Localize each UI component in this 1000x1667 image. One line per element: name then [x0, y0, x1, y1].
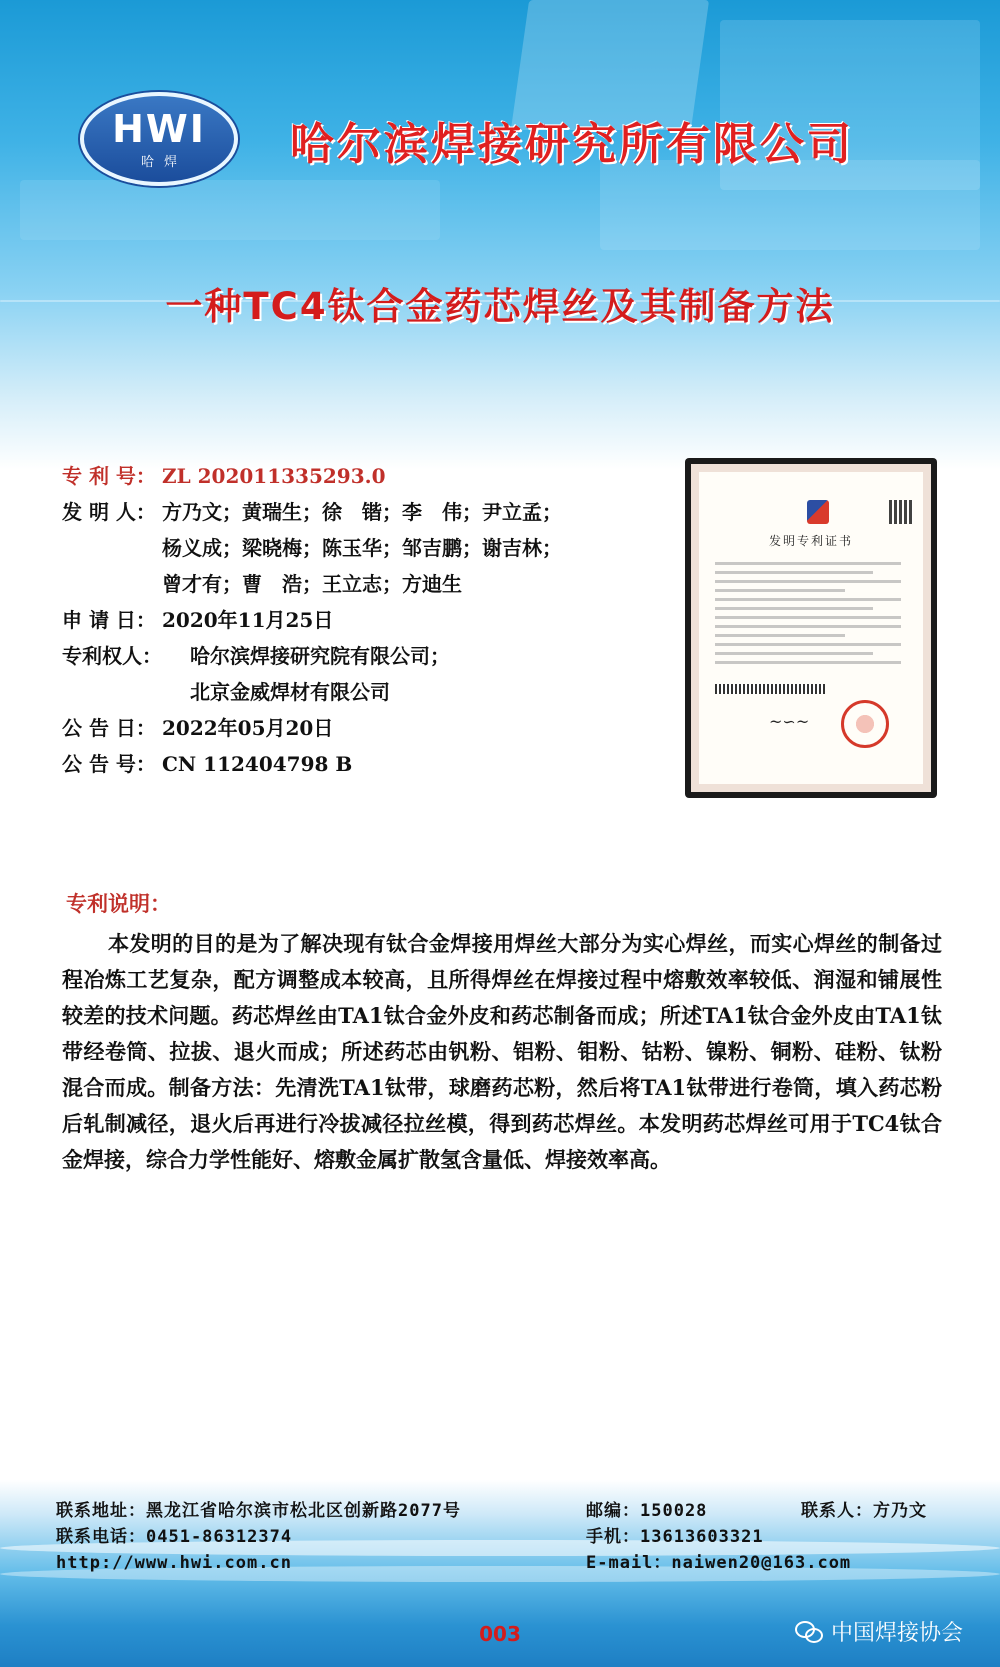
patent-info [62, 458, 662, 782]
announce-no-value: CN 112404798 B [162, 752, 353, 776]
address: 联系地址：黑龙江省哈尔滨市松北区创新路2077号 [56, 1501, 461, 1521]
inventor-row [62, 494, 662, 530]
text-line [715, 571, 873, 574]
contact-info [56, 1498, 956, 1576]
patent-office-emblem-icon [807, 500, 829, 524]
inventor-line-3: 曾才有；曹 浩；王立志；方迪生 [162, 572, 462, 596]
logo-mark: HWI [112, 106, 206, 151]
patentee-line-2: 北京金威焊材有限公司 [190, 680, 390, 704]
text-line [715, 562, 901, 565]
apply-date-label: 申 请 日： [62, 608, 156, 632]
official-seal-icon [841, 700, 889, 748]
text-line [715, 580, 901, 583]
patentee-row [62, 638, 662, 674]
announce-date-value: 2022年05月20日 [162, 716, 334, 740]
signature-icon: ~∽~ [769, 712, 810, 731]
contact-row-1 [56, 1498, 956, 1524]
certificate-text-lines [715, 556, 901, 670]
text-line [715, 616, 901, 619]
inventor-line-2: 杨义成；梁晓梅；陈玉华；邹吉鹏；谢吉林； [162, 536, 562, 560]
patentee-line-1: 哈尔滨焊接研究院有限公司； [190, 644, 450, 668]
certificate-title: 发明专利证书 [768, 534, 853, 548]
text-line [715, 634, 845, 637]
text-line [715, 589, 845, 592]
announce-date-label: 公 告 日： [62, 716, 156, 740]
page-number: 003 [479, 1622, 521, 1646]
patent-no-label: 专 利 号： [62, 464, 156, 488]
contact-person: 联系人：方乃文 [801, 1501, 927, 1521]
wechat-icon [795, 1621, 823, 1643]
contact-row-2 [56, 1524, 956, 1550]
decor-panel [600, 160, 980, 250]
text-line [715, 652, 873, 655]
text-line [715, 643, 901, 646]
text-line [715, 661, 901, 664]
text-line [715, 625, 901, 628]
patent-no-value: ZL 202011335293.0 [162, 464, 386, 488]
description-heading: 专利说明： [66, 891, 171, 916]
certificate-document [691, 464, 931, 792]
logo-subtitle: 哈焊 [140, 154, 187, 170]
certificate-photo [685, 458, 937, 798]
hwi-logo [80, 92, 238, 186]
decor-panel [20, 180, 440, 240]
phone: 联系电话：0451-86312374 [56, 1527, 293, 1547]
text-line [715, 598, 901, 601]
inventor-line-1: 方乃文；黄瑞生；徐 锴；李 伟；尹立孟； [162, 500, 562, 524]
patent-no-row [62, 458, 662, 494]
website-link[interactable]: http://www.hwi.com.cn [56, 1553, 292, 1573]
postcode: 邮编：150028 [586, 1501, 708, 1521]
email-link[interactable]: E-mail：naiwen20@163.com [586, 1553, 852, 1573]
inventor-label: 发 明 人： [62, 500, 156, 524]
patent-title: 一种TC4钛合金药芯焊丝及其制备方法 [165, 285, 835, 328]
wechat-watermark [795, 1616, 963, 1647]
header-banner [0, 0, 1000, 470]
barcode-icon [715, 684, 825, 694]
watermark-text: 中国焊接协会 [831, 1621, 964, 1646]
apply-date-value: 2020年11月25日 [162, 608, 334, 632]
apply-date-row [62, 602, 662, 638]
mobile: 手机：13613603321 [586, 1527, 764, 1547]
patentee-label: 专利权人： [62, 644, 162, 668]
announce-no-label: 公 告 号： [62, 752, 156, 776]
text-line [715, 607, 873, 610]
qr-code-icon [889, 500, 913, 524]
contact-row-3 [56, 1550, 956, 1576]
announce-no-row [62, 746, 662, 782]
company-name: 哈尔滨焊接研究所有限公司 [290, 119, 854, 170]
description-body: 本发明的目的是为了解决现有钛合金焊接用焊丝大部分为实心焊丝，而实心焊丝的制备过程冶炼工艺复杂，配方调整成本较高，且所得焊丝在焊接过程中熔敷效率较低、润湿和铺展性较差的技术问题。药芯焊丝由TA1钛合金外皮和药芯制备而成；所述TA1钛合金外皮由TA1钛带经卷筒、拉拔、退火而成；所述药芯由钒粉、铝粉、钼粉、钴粉、镍粉、铜粉、硅粉、钛粉混合而成。制备方法：先清洗TA1钛带，球磨药芯粉，然后将TA1钛带进行卷筒，填入药芯粉后轧制减径，退火后再进行冷拔减径拉丝模，得到药芯焊丝。本发明药芯焊丝可用于TC4钛合金焊接，综合力学性能好、熔敷金属扩散氢含量低、焊接效率高。 [62, 931, 942, 1172]
announce-date-row [62, 710, 662, 746]
